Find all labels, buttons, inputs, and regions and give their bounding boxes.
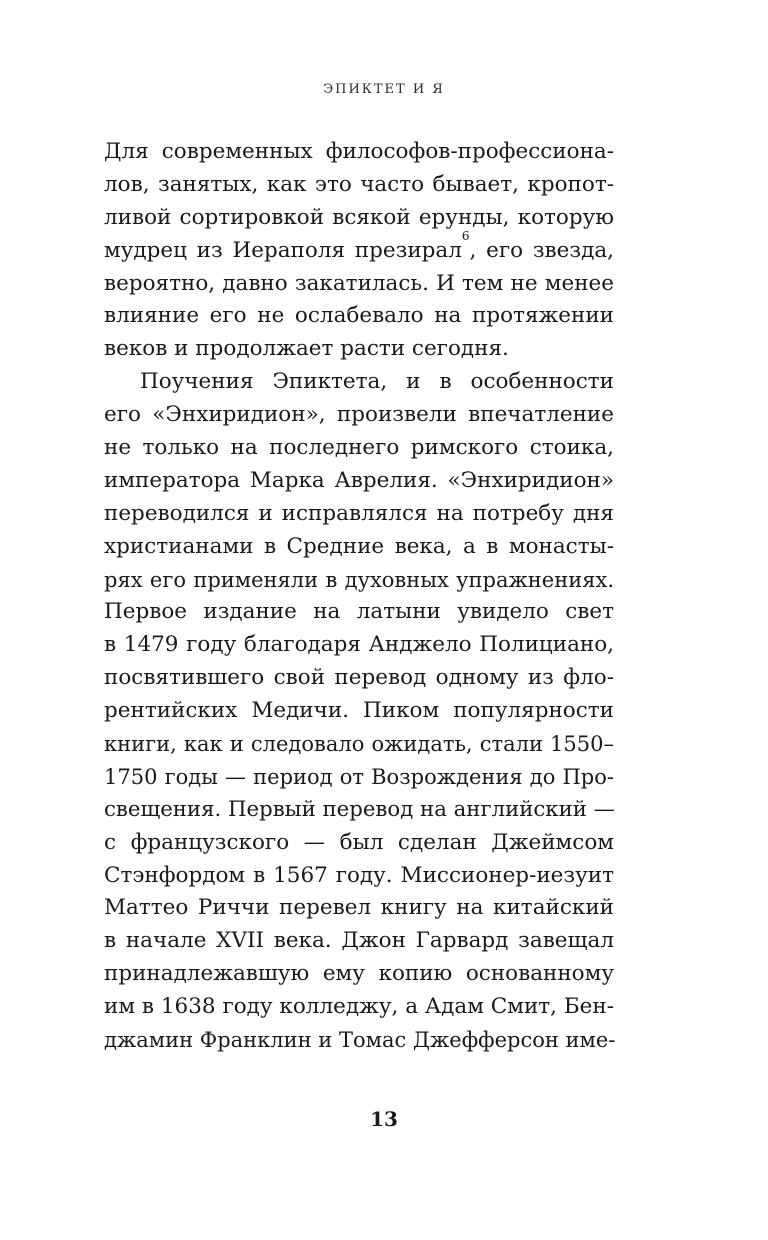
text-line: Маттео Риччи перевел книгу на китайский bbox=[104, 895, 614, 921]
text-line: Для современных философов-профессиона- bbox=[104, 139, 614, 164]
text-line: 1750 годы — период от Возрождения до Про- bbox=[104, 764, 614, 789]
text-line: рентийских Медичи. Пиком популярности bbox=[104, 698, 614, 724]
text-line-part: мудрец из Иераполя презирал bbox=[104, 237, 462, 263]
text-line: влияние его не ослабевало на протяжении bbox=[104, 303, 614, 329]
text-line: христианами в Средние века, а в монасты- bbox=[104, 533, 614, 559]
text-line: в 1479 году благодаря Анджело Полициано, bbox=[104, 632, 614, 658]
text-line: принадлежавшую ему копию основанному bbox=[104, 961, 614, 987]
paragraph-1 bbox=[104, 136, 614, 366]
text-line: императора Марка Аврелия. «Энхиридион» bbox=[104, 467, 614, 493]
text-line: джамин Франклин и Томас Джефферсон име- bbox=[104, 1028, 616, 1053]
text-line: переводился и исправлялся на потребу дня bbox=[104, 500, 614, 526]
text-line: его «Энхиридион», произвели впечатление bbox=[104, 402, 614, 428]
text-line: рях его применяли в духовных упражнениях. bbox=[104, 567, 614, 592]
running-head: ЭПИКТЕТ И Я bbox=[323, 82, 445, 97]
text-line: Стэнфордом в 1567 году. Миссионер-иезуит bbox=[104, 862, 614, 888]
footnote-reference[interactable]: 6 bbox=[461, 228, 470, 243]
text-line: ливой сортировкой всякой ерунды, которую bbox=[104, 204, 614, 230]
text-line-part: , его звезда, bbox=[469, 237, 614, 263]
paragraph-2 bbox=[104, 366, 614, 1057]
text-line: в начале XVII века. Джон Гарвард завещал bbox=[104, 928, 614, 954]
text-line: Поучения Эпиктета, и в особенности bbox=[140, 369, 614, 395]
text-line: им в 1638 году колледжу, а Адам Смит, Бен- bbox=[104, 994, 614, 1020]
text-line: вероятно, давно закатилась. И тем не менее bbox=[104, 270, 614, 296]
text-line: не только на последнего римского стоика, bbox=[104, 435, 614, 461]
text-line: книги, как и следовало ожидать, стали 1550– bbox=[104, 732, 614, 757]
text-line: свещения. Первый перевод на английский — bbox=[104, 796, 615, 822]
text-line: с французского — был сделан Джеймсом bbox=[104, 829, 614, 855]
text-line: посвятившего свой перевод одному из фло- bbox=[104, 665, 614, 691]
page-number: 13 bbox=[370, 1107, 398, 1131]
text-line bbox=[104, 228, 614, 268]
text-line: веков и продолжает расти сегодня. bbox=[104, 336, 509, 362]
body-text bbox=[104, 136, 614, 1057]
text-line: лов, занятых, как это часто бывает, кропот- bbox=[104, 171, 614, 197]
text-line: Первое издание на латыни увидело свет bbox=[104, 599, 614, 625]
